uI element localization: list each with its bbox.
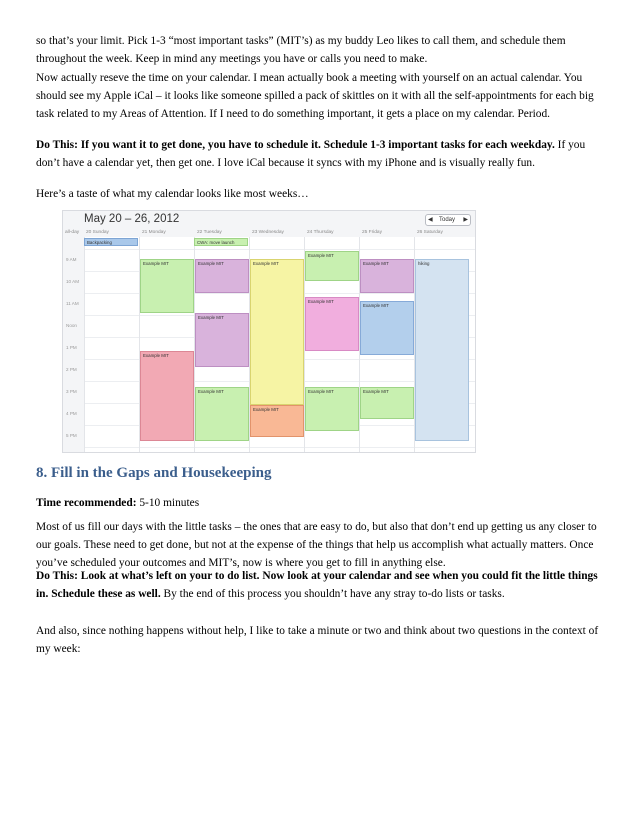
- do-this-instruction: Do This: If you want it to get done, you have to schedule it. Schedule 1-3 important tasks for each weekday.: [36, 139, 555, 151]
- all-day-label: all-day: [65, 230, 80, 235]
- section-heading: 8. Fill in the Gaps and Housekeeping: [36, 465, 272, 481]
- day-header: 25 Friday: [362, 230, 382, 235]
- time-label: 4 PM: [66, 411, 77, 416]
- time-recommended: [36, 494, 602, 512]
- calendar-screenshot: [62, 210, 476, 453]
- calendar-event: Example MIT: [305, 251, 359, 281]
- grid-line: [84, 237, 85, 452]
- time-label: 5 PM: [66, 433, 77, 438]
- prev-week-icon: ◀: [428, 217, 433, 223]
- time-label: 11 AM: [66, 301, 79, 306]
- do-this-followup: By the end of this process you shouldn’t have any stray to-do lists or tasks.: [160, 588, 505, 600]
- time-label: 1 PM: [66, 345, 77, 350]
- do-this-followup: If you don’t have a calendar yet, then get one. I love iCal because it syncs with my iPhone and is visually really fun.: [36, 139, 586, 169]
- intro-paragraph-limit: so that’s your limit. Pick 1-3 “most important tasks” (MIT’s) as my buddy Leo likes to call them, and schedule them throughout the week. Keep in mind any meetings you have or calls you need to make.: [36, 35, 566, 65]
- grid-line: [84, 249, 475, 250]
- day-header: 24 Thursday: [307, 230, 334, 235]
- time-label: 3 PM: [66, 389, 77, 394]
- time-label: 10 AM: [66, 279, 80, 284]
- calendar-event: Example MIT: [360, 301, 414, 355]
- day-header: 22 Tuesday: [197, 230, 222, 235]
- do-this-paragraph-schedule: [36, 136, 602, 172]
- calendar-day-header: [63, 228, 475, 237]
- day-header: 26 Saturday: [417, 230, 443, 235]
- calendar-event: Example MIT: [195, 387, 249, 441]
- calendar-event: Example MIT: [360, 387, 414, 419]
- calendar-event: Example MIT: [140, 259, 194, 313]
- grid-line: [84, 447, 475, 448]
- calendar-event-allday: Backpacking: [84, 238, 138, 246]
- section-paragraph-questions: And also, since nothing happens without help, I like to take a minute or two and think about two questions in the context of my week:: [36, 625, 599, 655]
- do-this-instruction: Do This: Look at what’s left on your to do list. Now look at your calendar and see when you could fit the little things in. Schedule these as well.: [36, 570, 598, 600]
- next-week-icon: ▶: [463, 217, 468, 223]
- day-header: 21 Monday: [142, 230, 166, 235]
- day-header: 23 Wednesday: [252, 230, 284, 235]
- day-header: 20 Sunday: [86, 230, 109, 235]
- do-this-paragraph-fill-gaps: [36, 567, 602, 603]
- calendar-event: Example MIT: [195, 313, 249, 367]
- time-label: 2 PM: [66, 367, 77, 372]
- calendar-event-allday: CWA: move launch: [194, 238, 248, 246]
- calendar-event: Example MIT: [305, 297, 359, 351]
- time-recommended-label: Time recommended:: [36, 497, 137, 509]
- calendar-week-title: May 20 – 26, 2012: [84, 213, 180, 225]
- time-label: Noon: [66, 323, 77, 328]
- calendar-intro-text: Here’s a taste of what my calendar looks like most weeks…: [36, 188, 309, 200]
- time-recommended-value: 5-10 minutes: [136, 497, 200, 509]
- calendar-event: Example MIT: [250, 259, 304, 405]
- intro-paragraph-reserve-time: Now actually reseve the time on your calendar. I mean actually book a meeting with yourself on an actual calendar. You should see my Apple iCal – it looks like someone spilled a pack of skittles on it with all the self-appointments for each big task related to my Areas of Attention. If I need to do something important, it gets a place on my calendar. Period.: [36, 72, 594, 120]
- calendar-event: Example MIT: [360, 259, 414, 293]
- time-label: 9 AM: [66, 257, 77, 262]
- calendar-event: hiking: [415, 259, 469, 441]
- calendar-event: Example MIT: [140, 351, 194, 441]
- calendar-event: Example MIT: [250, 405, 304, 437]
- calendar-event: Example MIT: [305, 387, 359, 431]
- calendar-event: Example MIT: [195, 259, 249, 293]
- section-paragraph-little-tasks: Most of us fill our days with the little tasks – the ones that are easy to do, but also that don’t end up getting us any closer to our goals. These need to get done, but not at the expense of the things that help us accomplish what actually matters. Once you’ve scheduled your outcomes and MIT’s, now is where you get to fill in anything else.: [36, 521, 597, 569]
- today-label: Today: [439, 217, 456, 223]
- calendar-nav-control: [425, 214, 471, 226]
